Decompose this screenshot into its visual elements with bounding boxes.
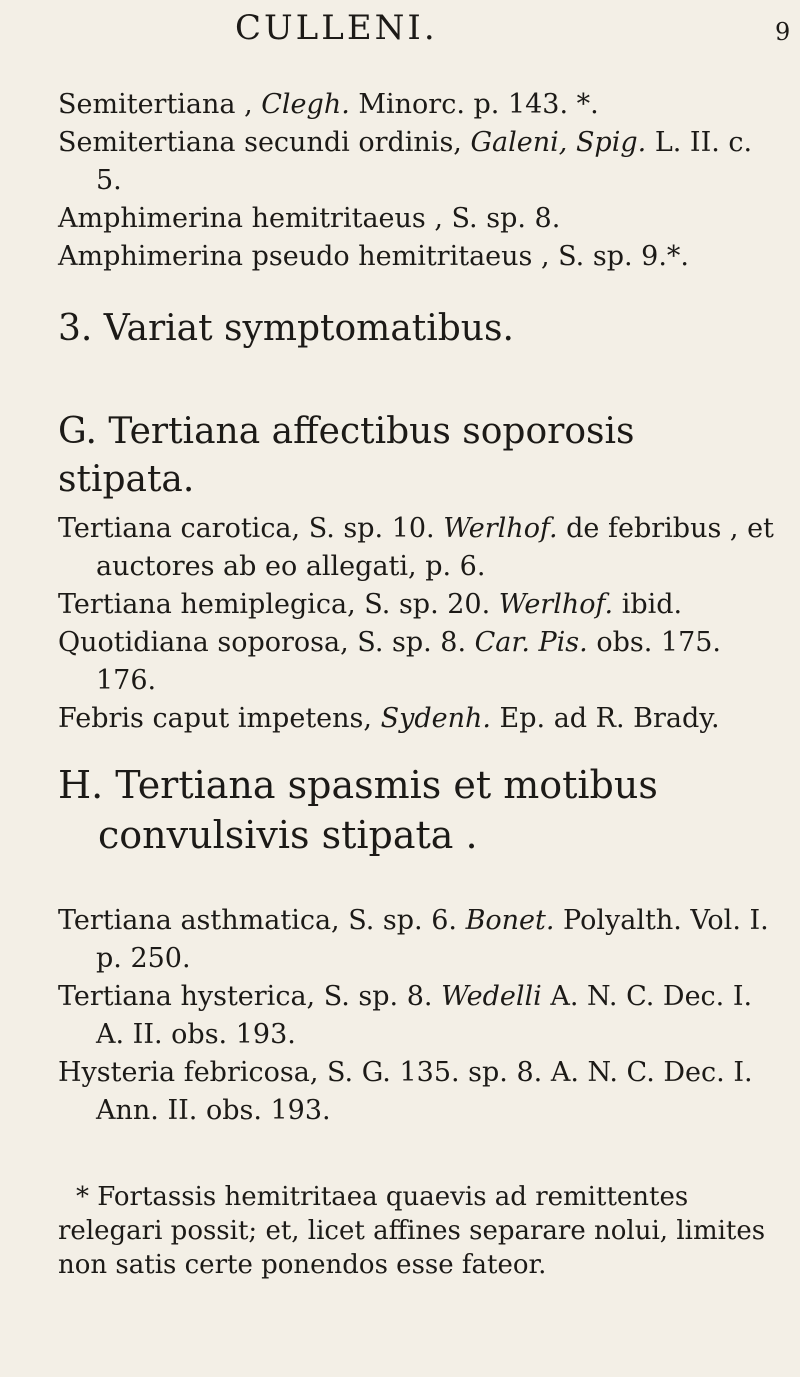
- section-heading: 3. Variat symptomatibus.: [58, 308, 514, 349]
- section-3: [58, 305, 778, 353]
- list-item: Amphimerina hemitritaeus , S. sp. 8.: [58, 203, 561, 234]
- list-item: Amphimerina pseudo hemitritaeus , S. sp. 9.*.: [58, 241, 689, 272]
- list-item: Semitertiana , Clegh. Minorc. p. 143. *.: [58, 89, 599, 120]
- list-item: Tertiana hemiplegica, S. sp. 20. Werlhof. ibid.: [58, 589, 683, 620]
- subsection-heading: G. Tertiana affectibus soporosis stipata.: [58, 411, 635, 500]
- list-item: Semitertiana secundi ordinis, Galeni, Spig. L. II. c. 5.: [58, 127, 753, 196]
- page-header: [0, 8, 800, 58]
- list-item: Quotidiana soporosa, S. sp. 8. Car. Pis. obs. 175. 176.: [58, 627, 722, 696]
- section-g: [58, 408, 778, 504]
- footnote: [58, 1180, 778, 1282]
- running-title: CULLENI.: [235, 8, 438, 48]
- section-h: [58, 760, 778, 860]
- page-number: 9: [775, 18, 791, 46]
- tertiana-spasmis-list: [58, 902, 778, 1130]
- semitertiana-list: [58, 86, 778, 276]
- list-item: Tertiana asthmatica, S. sp. 6. Bonet. Polyalth. Vol. I. p. 250.: [58, 905, 769, 974]
- subsection-heading: H. Tertiana spasmis et motibus convulsivis stipata .: [58, 763, 658, 857]
- footnote-text: * Fortassis hemitritaea quaevis ad remittentes relegari possit; et, licet affines separare nolui, limites non satis certe ponendos esse fateor.: [58, 1182, 766, 1280]
- list-item: Hysteria febricosa, S. G. 135. sp. 8. A. N. C. Dec. I. Ann. II. obs. 193.: [58, 1057, 753, 1126]
- tertiana-soporosa-list: [58, 510, 778, 738]
- list-item: Febris caput impetens, Sydenh. Ep. ad R. Brady.: [58, 703, 720, 734]
- list-item: Tertiana carotica, S. sp. 10. Werlhof. de febribus , et auctores ab eo allegati, p. 6.: [58, 513, 774, 582]
- list-item: Tertiana hysterica, S. sp. 8. Wedelli A. N. C. Dec. I. A. II. obs. 193.: [58, 981, 753, 1050]
